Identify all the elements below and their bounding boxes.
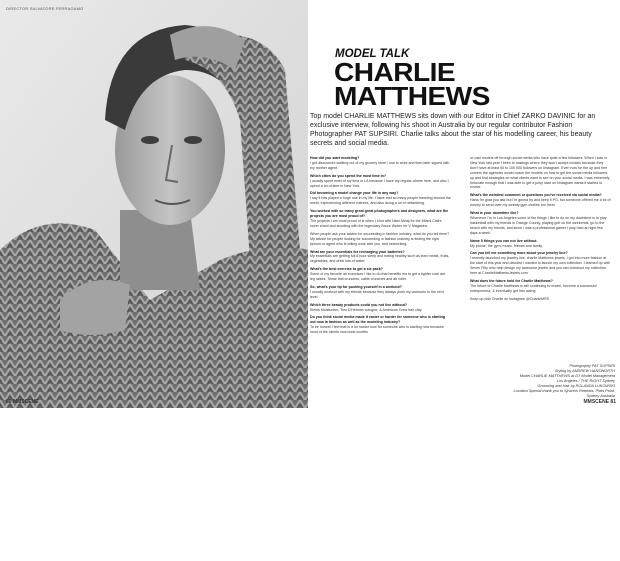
interview-answer: I usually workout with my friends because they always push my workouts to the next level. [310,289,444,299]
title-line-2: MATTHEWS [334,81,490,111]
interview-question: Can you tell me something more about your jewelry line? [470,251,568,256]
interview-question: So, what's your tip for pushing yourself in a workout? [310,284,402,289]
credit-line: Location Special thank you to Sjracers Retreats, Potts Point, [513,389,615,393]
interview-answer: Keep up with Charlie on Instagram @CharlieMRS [470,296,550,301]
photo-credit-label: DIRECTOR SALVATORE FERRAGAMO [6,6,84,11]
interview-question: What are your essentials for recharging your batteries? [310,249,405,254]
interview-answer: To be honest I feel that is a lot harder now for someone who is starting now because most of the clients now book models [310,325,444,335]
article-intro: Top model CHARLIE MATTHEWS sits down with our Editor in Chief ZARKO DAVINIC for an exclusive interview, following his shoot in Australia by our regular contributor Fashion Photographer PAT SUPSIRI. Charlie talks about the star of his modelling career, his beauty secrets and social media. [310,113,596,147]
interview-question: What does the future hold for Charlie Matthews? [470,278,553,283]
interview-answer: or cast models off through social media who have quite a few followers. When I was in New York last year I been to castings where they won't accept models because they don't have at least 50 to 100 000 followers on Instagram. Even now for the up and firm comers the agencies would coach the models on how to get the social media followers up and find strategies on what clients want to see on your social media. I was extremely fortunate enough that I was able to get a jump start on Instagram wants it started to evolve. [470,156,610,190]
interview-answer: I got discovered walking out of my grocery store I use to work and then later signed with my mother agent. [310,160,450,170]
credit-line: Styling by ANDREW HANSWORTH [554,369,615,373]
title-line-1: CHARLIE [334,57,456,87]
interview-question: Which cities do you spend the most time in? [310,173,387,178]
interview-answer: Some of my favorite ab exercises I like to do that benefits me to get a tighter core are leg raises, Tense ball crunches, cable crunches and ab roller. [310,272,446,282]
interview-answer: My phone, the gym, music, friends and family. [470,243,543,248]
interview-column-left [310,153,451,335]
interview-question: Do you think social media made it easier or harder for someone who is starting out now in fashion as well as the modeling industry? [310,315,445,325]
model-portrait-image [0,0,308,408]
credit-line: Los Angeles / THE RIGHT Sydney [556,379,615,383]
interview-answer: Whenever I'm in Los Angeles some of the things I like to do on my downtime is to play basketball with my friends in Orange County, playing golf on the weekends, go to the beach with my friends, and since I was a professional gamer I play halo at night few days a week. [470,215,607,235]
credit-line: Photography PAT SUPSIRI [569,364,615,368]
article-page [310,0,620,408]
photo-credits [470,364,615,399]
interview-answer: I recently launched my jewelry line, charlie Matthews jewels. I got into more fashion at the start of this year and decided I wanted to launch my own collection. I teamed up with Seven Fifty who help design my awesome jewels and you can checkout my collection here at CharlieMatthewsJewels.com [470,256,611,276]
interview-question: Which three beauty products could you not live without? [310,302,408,307]
interview-answer: The projects I am most proud of is when I shot with Nicki Minaj for the Miami Claire cover shoot and shooting with the legendary Bruce Weber for V Magazine. [310,218,442,228]
page-number-left: 80 MMSCENE [6,399,39,405]
interview-answer: When people ask your advice for succeeding in fashion industry, what do you tell them? My advice for people looking for succeeding in fashion industry is finding the right person or agent who is willing work with you, and networking. [310,231,450,246]
interview-answer: I usually spent most of my time in LA because I have my regular clients here, and also I spend a lot of time in New York. [310,178,449,188]
cover-photo [0,0,308,408]
interview-answer: Kiehls Moisturizer, Tom D'Hermes cologne, & American Crew hair clay. [310,307,423,312]
interview-question: You worked with so many great great photographers and designers, what are the projects you are most proud of? [310,209,449,219]
interview-column-right [470,153,611,561]
interview-question: What's the weirdest comment or questions you've received via social media? [470,193,602,198]
interview-question: What is your downtime like? [470,211,519,216]
credit-line: Model CHARLIE MATTHEWS at DT Model Management [519,374,615,378]
article-title [334,57,490,111]
credit-line: Sydney Australia [586,394,615,398]
interview-question: What's the best exercise to get a six pack? [310,267,383,272]
interview-question: Did becoming a model change your life in any way? [310,191,399,196]
interview-answer: Haha I'm glad you ask but I'm gonna try and keep it PG, but someone offered me a lot of money to send over my sweaty gym clothes too them. [470,198,611,208]
interview-question: Name 5 things you can not live without. [470,238,538,243]
interview-answer: The future of Charlie Matthews is still continuing to model, become a successful entrepreneur, & eventually get into acting. [470,283,597,293]
interview-question: How did you start modeling? [310,156,360,160]
page-number-right: MMSCENE 81 [583,399,616,405]
interview-answer: My essentials are getting full 8 hour sleep and eating healthy such as lean meats, fruits, vegetables, and drink lots of water. [310,254,450,264]
section-kicker: MODEL TALK [335,48,410,60]
interview-answer: I say it has played a huge role in my life. I have met so many people traveling around the world, experiencing different cultures, and also doing a lot of networking. [310,196,451,206]
credit-line: Grooming and Hair by ROLANDA LUKOWSKI [537,384,615,388]
